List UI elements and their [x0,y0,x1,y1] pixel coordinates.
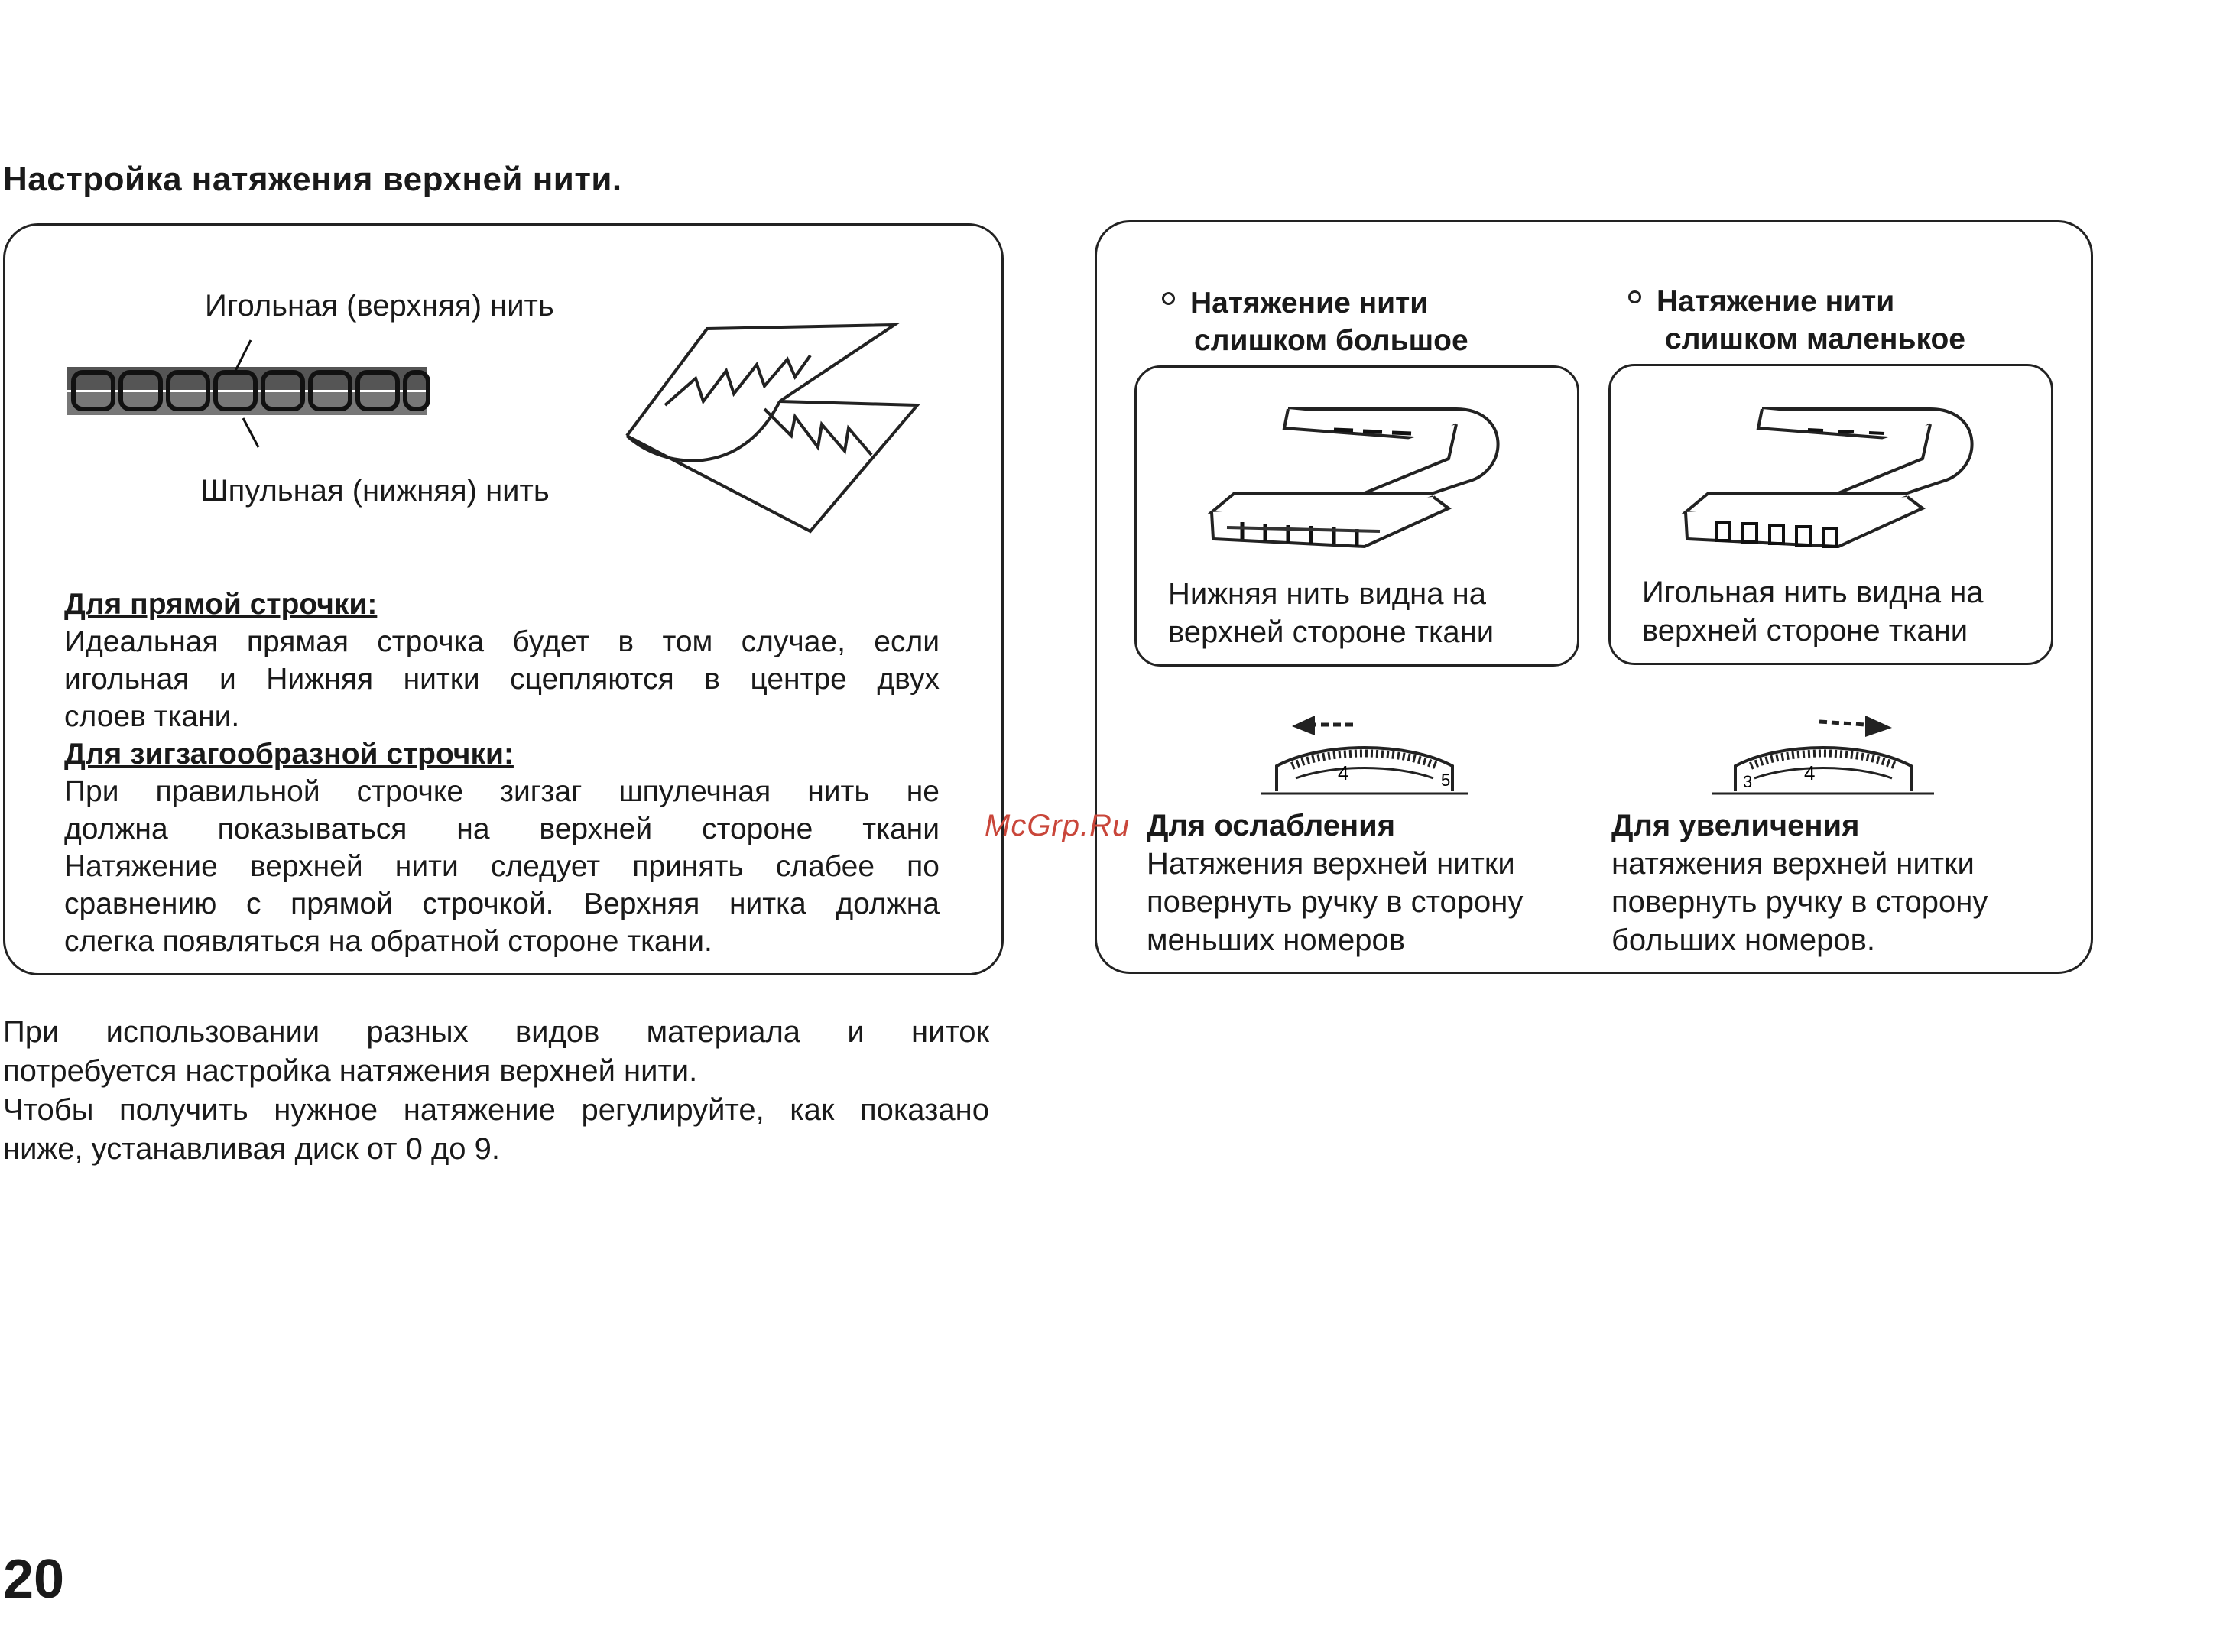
tighten-instructions: Для увеличения натяжения верхней нитки повернуть ручку в сторону больших номеров. [1611,809,1988,957]
loosen-instructions: Для ослабления Натяжения верхней нитки повернуть ручку в сторону меньших номеров [1147,809,1524,957]
lower-thread-label: Шпульная (нижняя) нить [200,474,550,508]
too-low-fabric-illustration [1670,386,1991,562]
page-title: Настройка натяжения верхней нити. [3,161,622,198]
zigzag-stitch-text: При правильной строчке зигзаг шпулечная нить не должна показываться на верхней стороне ткани Натяжение верхней нити следует принять слабее по сравнению с прямой строчкой. Верхняя нитка должна слегка появляться на обратной стороне ткани. [64,775,940,958]
dial-number: 5 [1441,771,1451,790]
tension-too-high-title: Натяжение нити слишком большое [1162,284,1468,359]
bullet-icon [1628,290,1641,303]
upper-thread-label: Игольная (верхняя) нить [205,289,554,323]
tension-too-low-title: Натяжение нити слишком маленькое [1628,283,1965,358]
dial-number: 3 [1743,772,1753,791]
straight-stitch-text: Идеальная прямая строчка будет в том случае, если игольная и Нижняя нитки сцепляются в центре двух слоев ткани. [64,625,940,733]
too-low-caption: Игольная нить видна на верхней стороне ткани [1642,576,1984,647]
dial-number: 4 [1804,761,1816,784]
arrow-right-icon [1865,716,1892,737]
bullet-icon [1162,292,1175,305]
thread-interlock-illustration [67,348,434,455]
dial-loosen-illustration [1261,711,1468,803]
straight-stitch-heading: Для прямой строчки: [64,588,378,621]
zigzag-stitch-heading: Для зигзагообразной строчки: [64,738,514,771]
arrow-left-icon [1292,716,1315,735]
too-high-fabric-illustration [1196,386,1517,562]
bottom-paragraphs: При использовании разных видов материала и ниток потребуется настройка натяжения верхней нити. Чтобы получить нужное натяжение регулируйте, как показано ниже, устанавливая диск от 0 до 9. [3,1015,989,1166]
dial-tighten-illustration [1712,711,1934,803]
dial-number: 4 [1338,761,1349,784]
too-high-caption: Нижняя нить видна на верхней стороне ткани [1168,577,1494,649]
page-number: 20 [3,1549,65,1610]
watermark: McGrp.Ru [985,809,1131,842]
folded-fabric-zigzag-illustration [619,294,925,531]
